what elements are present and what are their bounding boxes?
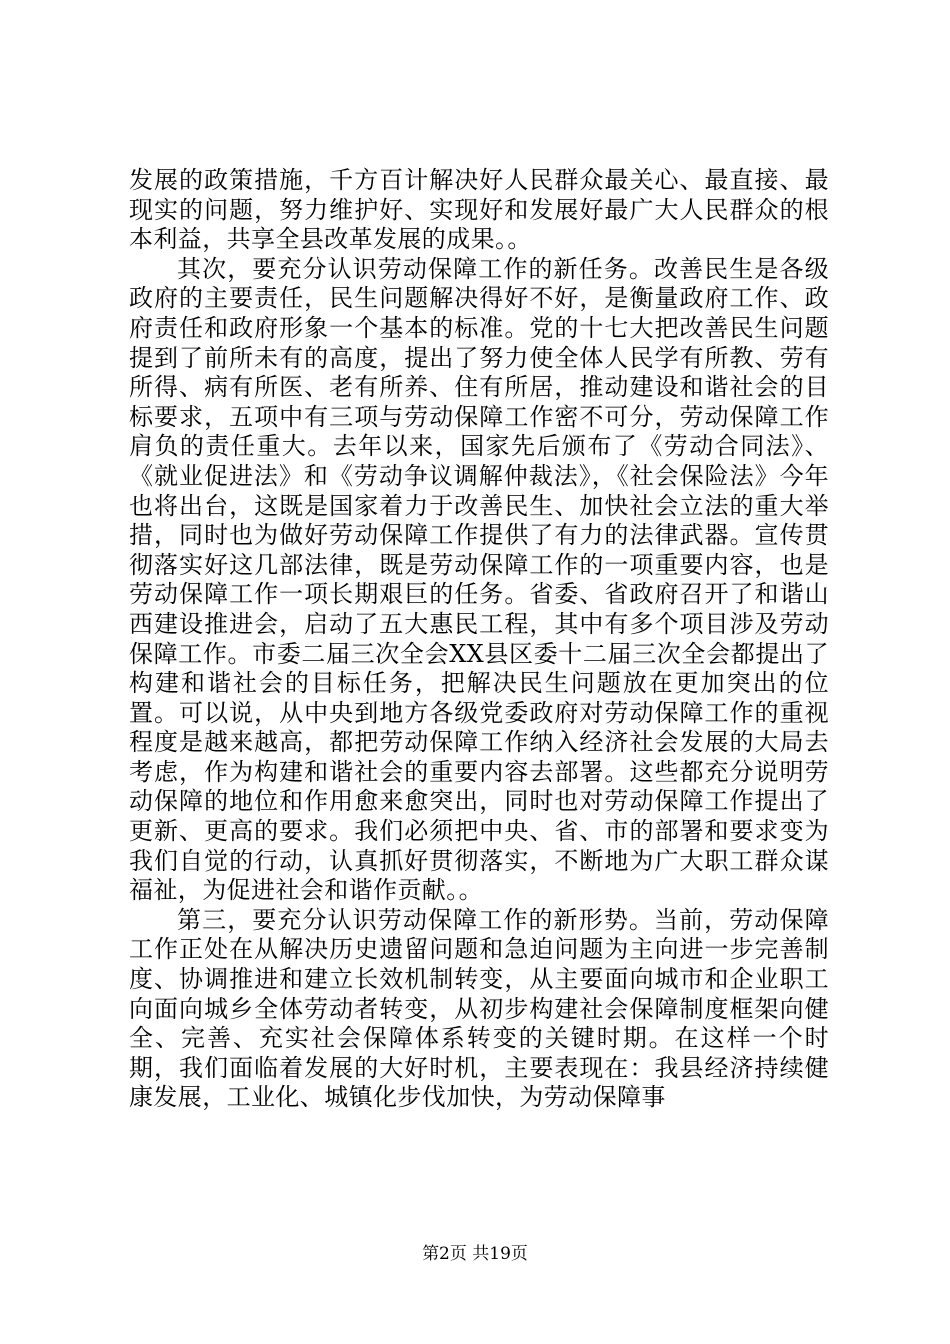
document-body xyxy=(129,166,829,1113)
page-number: 第2页 共19页 xyxy=(422,1244,528,1264)
page-footer xyxy=(0,1244,950,1264)
paragraph-2: 其次，要充分认识劳动保障工作的新任务。改善民生是各级政府的主要责任，民生问题解决得好不好，是衡量政府工作、政府责任和政府形象一个基本的标准。党的十七大把改善民生问题提到了前所未有的高度，提出了努力使全体人民学有所教、劳有所得、病有所医、老有所养、住有所居，推动建设和谐社会的目标要求，五项中有三项与劳动保障工作密不可分，劳动保障工作肩负的责任重大。去年以来，国家先后颁布了《劳动合同法》、《就业促进法》和《劳动争议调解仲裁法》，《社会保险法》今年也将出台，这既是国家着力于改善民生、加快社会立法的重大举措，同时也为做好劳动保障工作提供了有力的法律武器。宣传贯彻落实好这几部法律，既是劳动保障工作的一项重要内容，也是劳动保障工作一项长期艰巨的任务。省委、省政府召开了和谐山西建设推进会，启动了五大惠民工程，其中有多个项目涉及劳动保障工作。市委二届三次全会XX县区委十二届三次全会都提出了构建和谐社会的目标任务，把解决民生问题放在更加突出的位置。可以说，从中央到地方各级党委政府对劳动保障工作的重视程度是越来越高，都把劳动保障工作纳入经济社会发展的大局去考虑，作为构建和谐社会的重要内容去部署。这些都充分说明劳动保障的地位和作用愈来愈突出，同时也对劳动保障工作提出了更新、更高的要求。我们必须把中央、省、市的部署和要求变为我们自觉的行动，认真抓好贯彻落实，不断地为广大职工群众谋福祉，为促进社会和谐作贡献。。 xyxy=(129,254,829,905)
paragraph-3: 第三，要充分认识劳动保障工作的新形势。当前，劳动保障工作正处在从解决历史遗留问题和急迫问题为主向进一步完善制度、协调推进和建立长效机制转变，从主要面向城市和企业职工向面向城乡全体劳动者转变，从初步构建社会保障制度框架向健全、完善、充实社会保障体系转变的关键时期。在这样一个时期，我们面临着发展的大好时机，主要表现在：我县经济持续健康发展，工业化、城镇化步伐加快，为劳动保障事 xyxy=(129,905,829,1112)
paragraph-1: 发展的政策措施，千方百计解决好人民群众最关心、最直接、最现实的问题，努力维护好、实现好和发展好最广大人民群众的根本利益，共享全县改革发展的成果。。 xyxy=(129,166,829,254)
